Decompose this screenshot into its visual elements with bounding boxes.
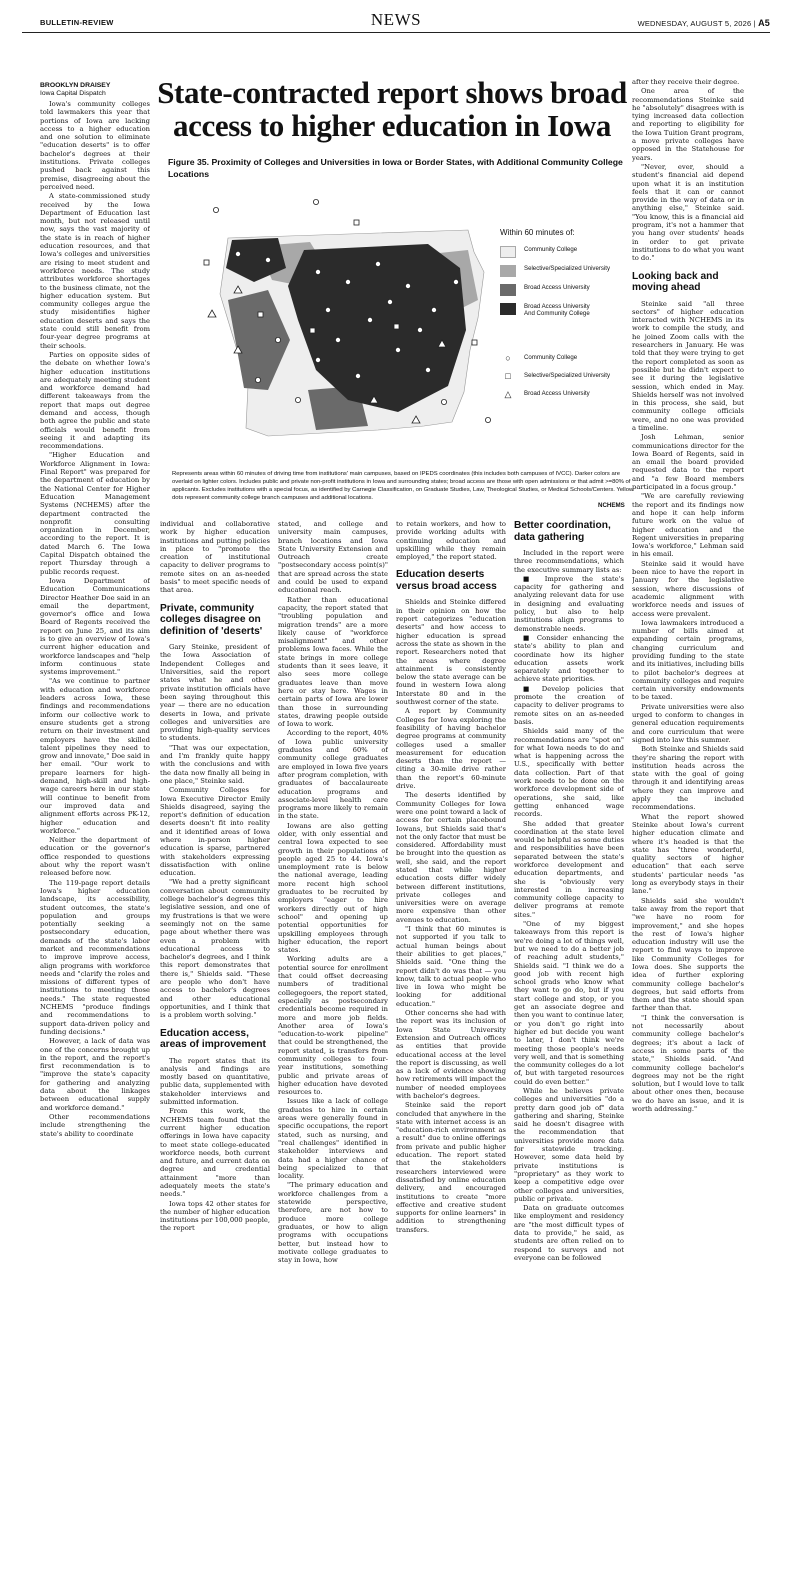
legend-swatch	[500, 265, 516, 277]
square-marker-icon: □	[505, 371, 511, 381]
paragraph: From this work, the NCHEMS team found that the current higher education offerings in Iowa have capacity to meet state college-educated workforce needs, both current and future, and current data on degree and credential attainment "more than adequately meets the state's needs."	[160, 1107, 270, 1199]
paragraph: individual and collaborative work by higher education institutions and putting policies in place to "promote the creation of institutional capacity to deliver programs to remote sites on an as-needed basis" to meet specific needs of that area.	[160, 520, 270, 595]
paper-name: BULLETIN-REVIEW	[40, 18, 114, 27]
byline	[40, 82, 150, 98]
article-column-1	[40, 100, 150, 1566]
paragraph: Gary Steinke, president of the Iowa Association of Independent Colleges and Universities, said the report states what he and other private institution officials have been saying throughout this year — there are no education deserts in Iowa, and private colleges and universities are providing high-quality services to students.	[160, 643, 270, 743]
paragraph: ■ Improve the state's capacity for gathering and analyzing relevant data for use in designing and evaluating policy, but also to help institutions align programs to demonstrable needs.	[514, 574, 624, 633]
legend-swatch	[500, 284, 516, 296]
paragraph: Steinke said the report concluded that anywhere in the state with internet access is an "education-rich environment as a result" due to online offerings from private and public higher education. The report stated that the stakeholders researchers interviewed were dissatisfied by online education delivery, and encouraged institutions to create "more effective and creative student supports for online learners" in addition to strengthening transfers.	[396, 1101, 506, 1234]
paragraph: Both Steinke and Shields said they're sharing the report with institution heads across the state with the goal of going through it and identifying areas where they can improve and apply the included recommendations.	[632, 745, 744, 812]
legend-marker-selective: □ Selective/Specialized University	[500, 372, 610, 380]
paragraph: Neither the department of education or the governor's office responded to questions about why the report wasn't released before now.	[40, 836, 150, 878]
paragraph: to retain workers, and how to provide working adults with continuing education and upskilling while they remain employed," the report stated.	[396, 520, 506, 562]
section-subhead: Education deserts versus broad access	[396, 569, 497, 592]
paragraph: A state-commissioned study received by the Iowa Department of Education last month, but not released until now, says the vast majority of the state is in reach of higher education resources, and that Iowa's colleges and universities are rising to meet student and workforce needs. The study attributes workforce shortages to the business climate, not the higher education system. But community colleges argue the study misidentifies higher education deserts and says the state could still benefit from four-year degree programs at their schools.	[40, 192, 150, 350]
article-column-2	[160, 520, 270, 1566]
divider-bar: |	[753, 19, 759, 28]
article-column-4	[396, 520, 506, 1566]
figure-title: Figure 35. Proximity of Colleges and Universities in Iowa or Border States, with Additional Community College Locations	[168, 157, 623, 179]
paragraph: "I think that 60 minutes is not supported if you talk to actual human beings about their abilities to get places," Shields said. "One thing the report didn't do was that — you know, talk to actual people who live in Iowa who might be looking for additional education."	[396, 925, 506, 1008]
section-subhead: Education access, areas of improvement	[160, 1027, 266, 1051]
iowa-proximity-map	[198, 190, 498, 465]
paragraph: The deserts identified by Community Colleges for Iowa were one point toward a lack of access for certain placebound Iowans, but Shields said that's not the only factor that must be considered. Affordability must be brought into the question as well, she said, and the report stated that while higher education costs differ widely between different institutions, private colleges and universities were on average more expensive than other avenues to education.	[396, 791, 506, 924]
section-subhead: Better coordination, data gathering	[514, 520, 611, 543]
legend-marker-community-college: ○ Community College	[500, 354, 577, 362]
paragraph: Josh Lehman, senior communications director for the Iowa Board of Regents, said in an email the board provided requested data to the report and "a few Board members participated in a focus group."	[632, 433, 744, 492]
paragraph: ■ Consider enhancing the state's ability to plan and coordinate how its higher education assets work separately and together to achieve state priorities.	[514, 633, 624, 684]
paragraph: Iowa tops 42 other states for the number of higher education institutions per 100,000 people, the report	[160, 1199, 270, 1233]
paragraph: Shields said many of the recommendations are "spot on" for what Iowa needs to do and what is happening across the U.S., specifically with better data collection. Part of that work needs to be done on the workforce development side of operations, she said, like getting enhanced wage records.	[514, 727, 624, 819]
legend-zone-broad-and-cc: Broad Access University And Community College	[500, 303, 600, 317]
article-column-3	[278, 520, 388, 1566]
paragraph: Issues like a lack of college graduates to hire in certain areas were generally found in specific occupations, the report stated, such as nursing, and "real challenges" identified in stakeholder interviews and data had a higher chance of being specialized to that locality.	[278, 1097, 388, 1181]
legend-zone-broad-access: Broad Access University	[500, 284, 590, 296]
issue-date: WEDNESDAY, AUGUST 5, 2026	[637, 19, 752, 28]
section-name: NEWS	[370, 10, 422, 29]
paragraph: However, a lack of data was one of the concerns brought up in the report, and the report's first recommendation is to "improve the state's capacity for gathering and analyzing data about the linkages between educational supply and workforce demand."	[40, 1037, 150, 1112]
paragraph: While he believes private colleges and universities "do a pretty darn good job of" data gathering and sharing, Steinke said he doesn't disagree with the recommendation that universities provide more data for statewide tracking. However, some data held by private institutions is "proprietary" as they work to keep a competitive edge over other colleges and universities, public or private.	[514, 1087, 624, 1203]
byline-author: BROOKLYN DRAISEY	[40, 82, 111, 89]
paragraph: "We had a pretty significant conversation about community college bachelor's degrees this legislative session, and one of my frustrations is that we were seemingly not on the same page about whether there was even a problem with educational access to bachelor's degrees, and I think this report demonstrates that there is," Shields said. "These are people who don't have access to bachelor's degrees and other educational opportunities, and I think that is a problem worth solving."	[160, 878, 270, 1020]
paragraph: A report by Community Colleges for Iowa exploring the feasibility of having bachelor degree programs at community colleges used a smaller measurement for education deserts than the report — citing a 30-mile drive rather than the report's 60-minute drive.	[396, 707, 506, 791]
paragraph: "The primary education and workforce challenges from a statewide perspective, therefore, are not how to produce more college graduates, or how to align programs with occupations better, but instead how to motivate college graduates to stay in Iowa, how	[278, 1181, 388, 1265]
section-subhead: Looking back and moving ahead	[632, 270, 719, 294]
byline-org: Iowa Capital Dispatch	[40, 90, 106, 97]
article-column-5	[514, 520, 624, 1566]
paragraph: "One of my biggest takeaways from this report is we're doing a lot of things well, but we need to do a better job of reaching adult students," Shields said. "I think we do a good job with recent high school grads who know what they want to go do, but if you start college and stop, or you get an associate degree and then you want to continue later, or you don't go right into higher ed but decide you want to later, I don't think we're meeting those people's needs very well, and that is something the community colleges do a lot of, but with targeted resources could do even better."	[514, 920, 624, 1086]
paragraph: Parties on opposite sides of the debate on whether Iowa's higher education institutions are adequately meeting student and workforce demand had different takeaways from the report that maps out degree demand and access, though both agree the public and state officials would benefit from seeing it and adapting its recommendations.	[40, 350, 150, 451]
legend-swatch	[500, 246, 516, 258]
paragraph: Rather than educational capacity, the report stated that "troubling population and migration trends" are a more likely cause of "workforce misalignment" and other problems Iowa faces. While the state brings in more college students than it sees leave, it also sees more college graduates leave than move here or stay here. Wages in certain parts of Iowa are lower than those in surrounding states, drawing people outside of Iowa to work.	[278, 595, 388, 729]
paragraph: Community Colleges for Iowa Executive Director Emily Shields disagreed, saying the report's definition of education deserts doesn't fit into reality and it identified areas of Iowa where in-person higher education is sparse, partnered with stakeholders expressing dissatisfaction with online education.	[160, 786, 270, 878]
paragraph: "Never, ever, should a student's financial aid depend upon what it is an institution feels that it can or cannot provide in the way of data or in anything else," Steinke said. "You know, this is a financial aid program, it's not a hammer that you hang over students' heads in order to get private institutions to do what you want to do."	[632, 162, 744, 263]
paragraph: Iowa's community colleges told lawmakers this year that portions of Iowa are lacking access to a higher education and one solution to eliminate "education deserts" is to offer bachelor's degrees at their institutions. Private colleges pushed back against this premise, disagreeing about the perceived need.	[40, 100, 150, 191]
legend-zone-selective: Selective/Specialized University	[500, 265, 610, 277]
paragraph: Other concerns she had with the report was its inclusion of Iowa State University Extension and Outreach offices as entities that provide educational access at the level the report is discussing, as well as a lack of evidence showing how retirements will impact the number of needed employees with bachelor's degrees.	[396, 1009, 506, 1100]
figure-caption: Represents areas within 60 minutes of driving time from institutions' main campuses, based on IPEDS coordinates (this includes both campuses of IVCC). Darker colors are overlaid on lighter colors. Includes public and private non-profit institutions in Iowa and surrounding states; broad access are those with open admissions or that admit >=80% of applicants. Excludes institutions with a special focus, as identified by Carnegie Classification, on Graduate Studies, Law, Theological Studies, or Medical Schools/Centers. Yellow dots represent community college branch campuses and additional locations.	[172, 471, 634, 501]
masthead-rule	[22, 32, 770, 33]
paragraph: Iowa Department of Education Communications Director Heather Doe said in an email the department, governor's office and Iowa Board of Regents received the report on June 25, and its aim is to give an overview of Iowa's current higher education and workforce landscapes and "help inform continuous state systems improvement."	[40, 576, 150, 677]
paragraph: "As we continue to partner with education and workforce leaders across Iowa, these findings and recommendations inform our collective work to ensure students get a strong return on their investment and employers have the skilled talent pipelines they need to grow and innovate," Doe said in her email. "Our work to prepare learners for high-demand, high-skill and high-wage careers here in our state will continue to benefit from our improved data and alignment efforts across PK-12, higher education and workforce."	[40, 677, 150, 835]
paragraph: Working adults are a potential source for enrollment that could offset decreasing numbers of traditional collegegoers, the report stated, especially as postsecondary credentials become required in more and more job fields. Another area of Iowa's "education-to-work pipeline" that could be strengthened, the report stated, is transfers from community colleges to four-year institutions, something public and private areas of higher education have devoted resources to.	[278, 955, 388, 1097]
paragraph: Steinke said "all three sectors" of higher education interacted with NCHEMS in its work to compile the study, and he joined Zoom calls with the researchers in January. He was told that they were trying to get the report completed as soon as possible but he didn't expect to see it during the legislative session, which ended in May. Shields herself was not involved in this process, she said, but community college officials were, and no one was provided a timeline.	[632, 299, 744, 432]
paragraph: "I think the conversation is not necessarily about community college bachelor's degrees; it's about a lack of access in some parts of the state," Shields said. "And community college bachelor's degrees may not be the right solution, but I would love to talk about other ones then, because we do have an issue, and it is worth addressing."	[632, 1013, 744, 1114]
figure-credit: NCHEMS	[598, 502, 625, 509]
legend-swatch	[500, 303, 516, 315]
paragraph: stated, and college and university main campuses, branch locations and Iowa State University Extension and Outreach create "postsecondary access point(s)" that are spread across the state and could be used to expand educational reach.	[278, 520, 388, 595]
paragraph: What the report showed Steinke about Iowa's current higher education climate and where it's headed is that the state has "three wonderful, quality sectors of higher education" that each serve students' particular needs "as long as everybody stays in their lane."	[632, 812, 744, 896]
paragraph: Included in the report were three recommendations, which the executive summary lists as:	[514, 549, 624, 574]
paragraph: after they receive their degree.	[632, 78, 740, 86]
triangle-marker-icon: △	[504, 389, 512, 399]
page-number: A5	[758, 18, 770, 28]
paragraph: Iowa lawmakers introduced a number of bills aimed at expanding certain programs, changing curriculum and providing funding to the state and its initiatives, including bills to pilot bachelor's degrees at community colleges and require certain university endowments to be taxed.	[632, 618, 744, 702]
paragraph: Private universities were also urged to conform to changes in general education requirements and core curriculum that were signed into law this summer.	[632, 702, 744, 744]
paragraph: She added that greater coordination at the state level would be helpful as some duties and responsibilities have been separated between the state's workforce development and education departments, and she is "obviously very interested in increasing community college capacity to deliver programs at remote sites."	[514, 819, 624, 919]
paragraph: Shields said she wouldn't take away from the report that "we have no room for improvement," and she hopes the rest of Iowa's higher education industry will use the report to find ways to improve like Community Colleges for Iowa does. She supports the idea of further exploring community college bachelor's degrees, but said efforts from them and the state should span farther than that.	[632, 896, 744, 1013]
legend-title: Within 60 minutes of:	[500, 228, 575, 237]
paragraph: "Higher Education and Workforce Alignment in Iowa: Final Report" was prepared for the department of education by the National Center for Higher Education Management Systems (NCHEMS) after the department contracted the nonprofit consulting organization in December, according to the report. It is dated March 6. The Iowa Capital Dispatch obtained the report Thursday through a public records request.	[40, 451, 150, 576]
paragraph: Shields and Steinke differed in their opinion on how the report categorizes "education deserts" and how access to higher education is spread across the state as shown in the report. Researchers noted that the areas where degree attainment is consistently below the state average can be found in western Iowa along Interstate 80 and in the southwest corner of the state.	[396, 598, 506, 707]
paragraph: Iowans are also getting older, with only essential and central Iowa expected to see growth in their populations of people aged 25 to 44. Iowa's unemployment rate is below the national average, leading more recent high school graduates to be recruited by employers "eager to hire workers directly out of high school" and opening up potential opportunities for upskilling employees through higher education, the report states.	[278, 821, 388, 955]
paragraph: "That was our expectation, and I'm frankly quite happy with the conclusions and with the data now finally all being in one place," Steinke said.	[160, 743, 270, 785]
paragraph: "We are carefully reviewing the report and its findings now and hope it can help inform future work on the value of higher education and the Regent universities in preparing Iowa's workforce," Lehman said in his email.	[632, 492, 744, 559]
legend-marker-broad-access: △ Broad Access University	[500, 390, 590, 398]
issue-date-and-page	[638, 18, 770, 28]
paragraph: Other recommendations include strengthening the state's ability to coordinate	[40, 1112, 150, 1138]
article-column-6	[632, 78, 744, 1566]
headline: State-contracted report shows broad access to higher education in Iowa	[157, 75, 627, 143]
section-subhead: Private, community colleges disagree on definition of 'deserts'	[160, 602, 263, 637]
paragraph: ■ Develop policies that promote the creation of capacity to deliver programs to remote sites on an as-needed basis.	[514, 684, 624, 726]
paragraph: One area of the recommendations Steinke said he "absolutely" disagrees with is tying increased data collection and reporting to eligibility for the Iowa Tuition Grant program, a move private colleges have opposed in the Statehouse for years.	[632, 87, 744, 162]
paragraph: The report states that its analysis and findings are mostly based on quantitative, public data, supplemented with stakeholder interviews and submitted information.	[160, 1056, 270, 1107]
circle-marker-icon: ○	[505, 353, 511, 363]
paragraph: The 119-page report details Iowa's higher education landscape, its accessibility, student outcomes, the state's population and groups potentially seeking a postsecondary education, demands of the state's labor market and recommendations to improve improve access, align programs with workforce needs and "clarify the roles and missions of different types of institutions to meeting those needs." The state requested NCHEMS "produce findings and recommendations to support data-driven policy and funding decisions."	[40, 878, 150, 1036]
paragraph: Steinke said it would have been nice to have the report in January for the legislative session, where discussions of academic alignment with workforce needs and issues of access were prevalent.	[632, 559, 744, 618]
paragraph: According to the report, 40% of Iowa public university graduates and 60% of community college graduates are employed in Iowa five years after program completion, with graduates of baccalaureate education programs and associate-level health care programs more likely to remain in the state.	[278, 729, 388, 821]
legend-zone-community-college: Community College	[500, 246, 577, 258]
paragraph: Data on graduate outcomes like employment and residency are "the most difficult types of data to provide," he said, as students are often relied on to respond to surveys and not everyone can be followed	[514, 1204, 624, 1262]
